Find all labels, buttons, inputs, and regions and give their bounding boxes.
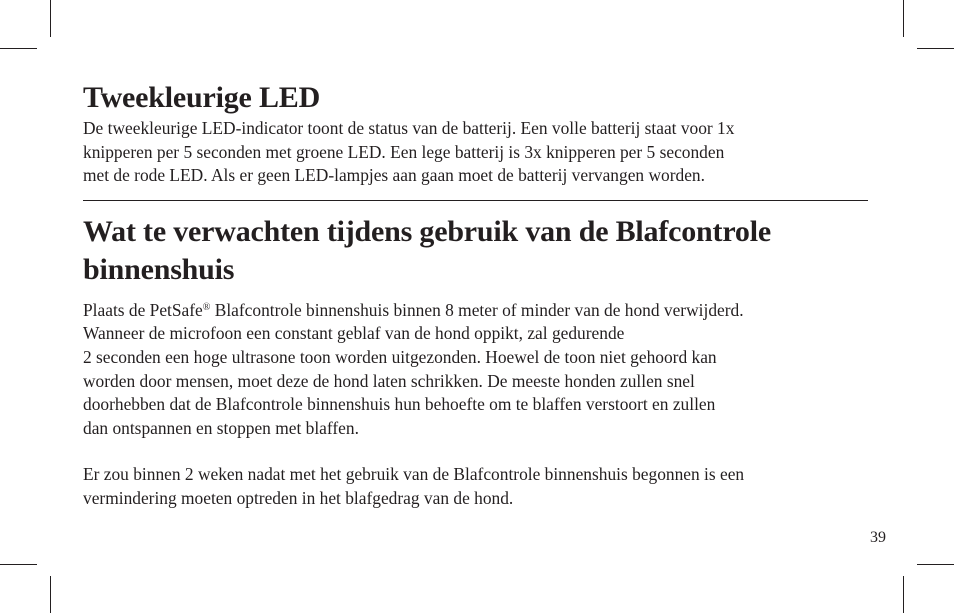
paragraph-gap bbox=[83, 440, 873, 463]
crop-mark-top-right-vertical bbox=[903, 0, 904, 37]
crop-mark-top-left-vertical bbox=[50, 0, 51, 37]
paragraph-line: worden door mensen, moet deze de hond laten schrikken. De meeste honden zullen snel bbox=[83, 370, 695, 391]
paragraph-line: Wanneer de microfoon een constant geblaf van de hond oppikt, zal gedurende bbox=[83, 323, 625, 344]
heading-led: Tweekleurige LED bbox=[83, 81, 321, 114]
paragraph-line: vermindering moeten optreden in het blafgedrag van de hond. bbox=[83, 487, 514, 508]
crop-mark-top-left-horizontal bbox=[0, 48, 37, 49]
paragraph-line: doorhebben dat de Blafcontrole binnenshuis hun behoefte om te blaffen verstoort en zullen bbox=[83, 394, 716, 415]
text-segment: Plaats de PetSafe bbox=[83, 299, 203, 320]
heading-line: Wat te verwachten tijdens gebruik van de Blafcontrole bbox=[83, 214, 771, 248]
crop-mark-bottom-left-horizontal bbox=[0, 564, 37, 565]
crop-mark-bottom-right-vertical bbox=[903, 576, 904, 613]
crop-mark-bottom-right-horizontal bbox=[917, 564, 954, 565]
registered-mark: ® bbox=[202, 301, 211, 313]
page-number: 39 bbox=[870, 529, 886, 546]
paragraph-line: Er zou binnen 2 weken nadat met het gebruik van de Blafcontrole binnenshuis begonnen is een bbox=[83, 464, 745, 485]
paragraph-line: met de rode LED. Als er geen LED-lampjes aan gaan moet de batterij vervangen worden. bbox=[83, 165, 705, 186]
paragraph-line: De tweekleurige LED-indicator toont de status van de batterij. Een volle batterij staat voor 1x bbox=[83, 118, 735, 138]
paragraph-placement bbox=[83, 299, 873, 441]
paragraph-line: dan ontspannen en stoppen met blaffen. bbox=[83, 417, 359, 438]
heading-what-to-expect bbox=[83, 213, 873, 289]
paragraph-led bbox=[83, 117, 873, 188]
crop-mark-top-right-horizontal bbox=[917, 48, 954, 49]
section-divider bbox=[83, 200, 868, 201]
crop-mark-bottom-left-vertical bbox=[50, 576, 51, 613]
text-segment: Blafcontrole binnenshuis binnen 8 meter of minder van de hond verwijderd. bbox=[210, 299, 744, 320]
paragraph-results bbox=[83, 463, 873, 510]
paragraph-line: knipperen per 5 seconden met groene LED. Een lege batterij is 3x knipperen per 5 seconden bbox=[83, 141, 725, 162]
heading-line: binnenshuis bbox=[83, 252, 235, 286]
page-content bbox=[83, 80, 873, 511]
paragraph-line bbox=[83, 299, 873, 323]
paragraph-line: 2 seconden een hoge ultrasone toon worden uitgezonden. Hoewel de toon niet gehoord kan bbox=[83, 346, 717, 367]
